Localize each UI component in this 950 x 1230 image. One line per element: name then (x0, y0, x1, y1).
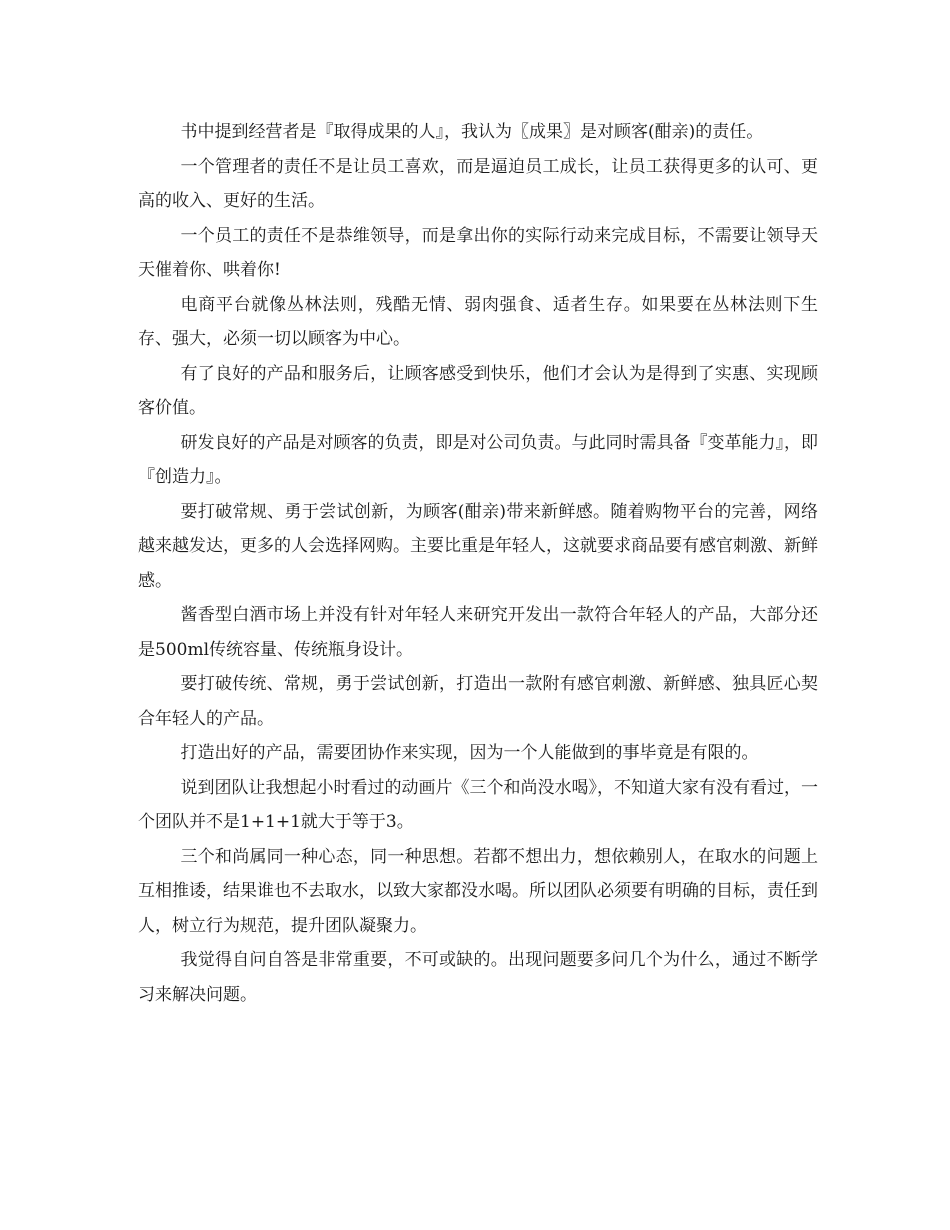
paragraph: 酱香型白酒市场上并没有针对年轻人来研究开发出一款符合年轻人的产品，大部分还是500ml传统容量、传统瓶身设计。 (138, 605, 818, 660)
paragraph: 书中提到经营者是『取得成果的人』，我认为〖成果〗是对顾客(酣亲)的责任。 (180, 122, 764, 142)
paragraph: 一个员工的责任不是恭维领导，而是拿出你的实际行动来完成目标，不需要让领导天天催着你、哄着你! (138, 225, 818, 280)
paragraph: 要打破常规、勇于尝试创新，为顾客(酣亲)带来新鲜感。随着购物平台的完善，网络越来越发达，更多的人会选择网购。主要比重是年轻人，这就要求商品要有感官刺激、新鲜感。 (138, 501, 818, 591)
document-body (138, 115, 818, 1012)
paragraph: 我觉得自问自答是非常重要，不可或缺的。出现问题要多问几个为什么，通过不断学习来解决问题。 (138, 950, 818, 1005)
paragraph: 有了良好的产品和服务后，让顾客感受到快乐，他们才会认为是得到了实惠、实现顾客价值。 (138, 363, 818, 418)
paragraph: 要打破传统、常规，勇于尝试创新，打造出一款附有感官刺激、新鲜感、独具匠心契合年轻人的产品。 (138, 674, 818, 729)
paragraph: 说到团队让我想起小时看过的动画片《三个和尚没水喝》，不知道大家有没有看过，一个团队并不是1+1+1就大于等于3。 (138, 777, 818, 832)
paragraph: 一个管理者的责任不是让员工喜欢，而是逼迫员工成长，让员工获得更多的认可、更高的收入、更好的生活。 (138, 156, 818, 211)
paragraph: 研发良好的产品是对顾客的负责，即是对公司负责。与此同时需具备『变革能力』，即『创造力』。 (138, 432, 818, 487)
paragraph: 电商平台就像丛林法则，残酷无情、弱肉强食、适者生存。如果要在丛林法则下生存、强大，必须一切以顾客为中心。 (138, 294, 818, 349)
paragraph: 打造出好的产品，需要团协作来实现，因为一个人能做到的事毕竟是有限的。 (180, 743, 759, 763)
paragraph: 三个和尚属同一种心态，同一种思想。若都不想出力，想依赖别人，在取水的问题上互相推诿，结果谁也不去取水，以致大家都没水喝。所以团队必须要有明确的目标，责任到人，树立行为规范，提升团队凝聚力。 (138, 846, 818, 936)
